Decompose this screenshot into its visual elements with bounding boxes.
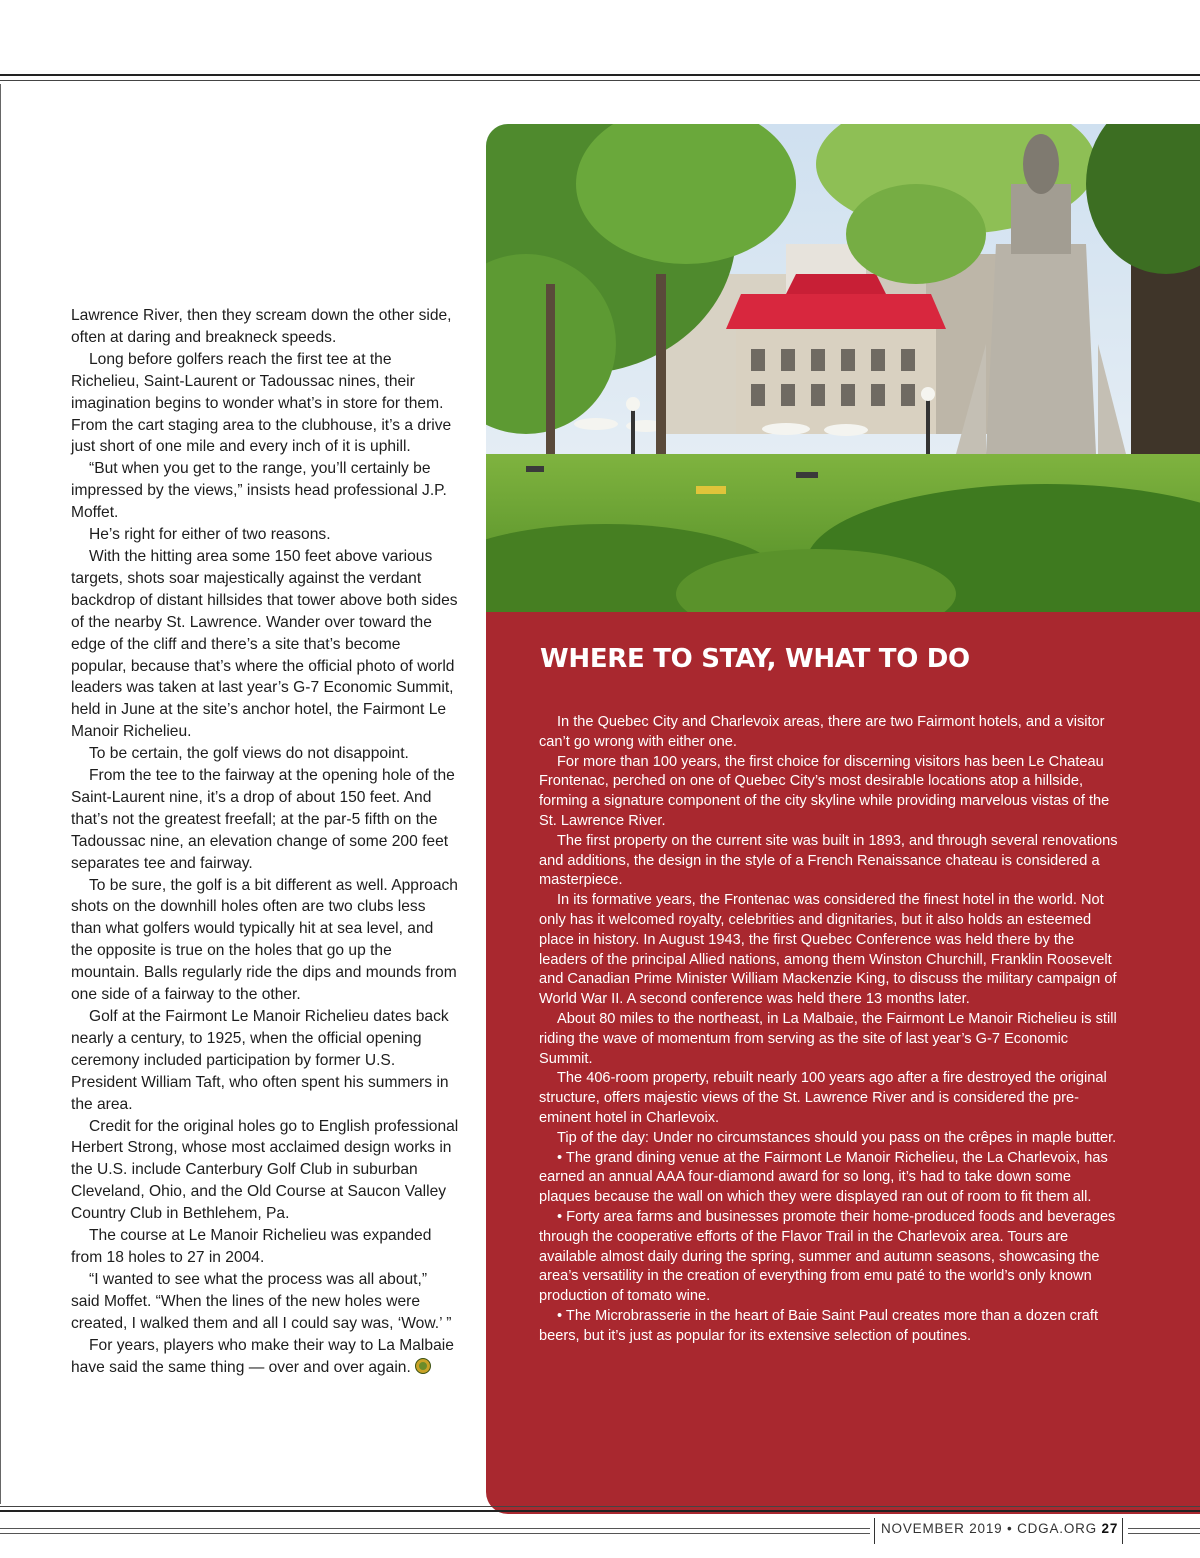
article-paragraph: To be sure, the golf is a bit different as well. Approach shots on the downhill holes often are two clubs less than what golfers would typically hit at sea level, and the opposite is true on the holes that go up the mountain. Balls regularly ride the dips and mounds from one side of a fairway to the other. bbox=[71, 876, 458, 1004]
sidebar-paragraph: The 406-room property, rebuilt nearly 100 years ago after a fire destroyed the original structure, offers majestic views of the St. Lawrence River and is considered the pre-eminent hotel in Charlevoix. bbox=[539, 1070, 1107, 1126]
footer-divider bbox=[874, 1518, 875, 1544]
article-paragraph: “But when you get to the range, you’ll certainly be impressed by the views,” insists head professional J.P. Moffet. bbox=[71, 460, 447, 522]
article-paragraph: He’s right for either of two reasons. bbox=[89, 526, 331, 544]
sidebar-paragraph: Tip of the day: Under no circumstances should you pass on the crêpes in maple butter. bbox=[557, 1129, 1117, 1146]
article-paragraph: The course at Le Manoir Richelieu was expanded from 18 holes to 27 in 2004. bbox=[71, 1227, 432, 1266]
sidebar-panel bbox=[486, 612, 1200, 1514]
top-rule-thin bbox=[0, 80, 1200, 81]
article-paragraph-last bbox=[71, 1335, 459, 1379]
sidebar-bullet: • The Microbrasserie in the heart of Baie Saint Paul creates more than a dozen craft beers, but it’s just as popular for its extensive selection of poutines. bbox=[539, 1307, 1099, 1344]
top-rule bbox=[0, 74, 1200, 76]
article-paragraph: Credit for the original holes go to English professional Herbert Strong, whose most acclaimed design works in the U.S. include Canterbury Golf Club in suburban Cleveland, Ohio, and the Old Course at Saucon Valley Country Club in Bethlehem, Pa. bbox=[71, 1117, 459, 1223]
footer-rule bbox=[1128, 1528, 1200, 1529]
page-number: 27 bbox=[1101, 1521, 1119, 1536]
sidebar-paragraph: In its formative years, the Frontenac was considered the finest hotel in the world. Not only has it welcomed royalty, celebrities and dignitaries, but it also holds an esteemed place in history. In August 1943, the first Quebec Conference was held there by the leaders of the principal Allied nations, among them Winston Churchill, Franklin Roosevelt and Canadian Prime Minister William Mackenzie King, to discuss the military campaign of World War II. A second conference was held there 13 months later. bbox=[539, 892, 1117, 1008]
left-edge-rule bbox=[0, 84, 1, 1504]
sidebar-paragraph: About 80 miles to the northeast, in La Malbaie, the Fairmont Le Manoir Richelieu is still riding the wave of momentum from serving as the site of last year’s G-7 Economic Summit. bbox=[539, 1010, 1117, 1067]
page-folio bbox=[881, 1521, 1121, 1536]
bottom-rule bbox=[0, 1510, 1200, 1512]
sidebar-title: WHERE TO STAY, WHAT TO DO bbox=[540, 644, 970, 674]
end-mark-icon bbox=[415, 1358, 431, 1374]
bottom-rule-thin bbox=[0, 1506, 1200, 1507]
article-column bbox=[71, 305, 459, 1378]
footer-divider bbox=[1122, 1518, 1123, 1544]
article-paragraph: To be certain, the golf views do not disappoint. bbox=[89, 745, 409, 763]
footer-rule bbox=[0, 1533, 870, 1534]
article-paragraph: Long before golfers reach the first tee at the Richelieu, Saint-Laurent or Tadoussac nines, their imagination begins to wonder what’s in store for them. From the cart staging area to the clubhouse, it’s a drive just short of one mile and every inch of it is uphill. bbox=[71, 350, 452, 456]
folio-issue: NOVEMBER 2019 • CDGA.ORG bbox=[881, 1521, 1097, 1536]
article-paragraph: Golf at the Fairmont Le Manoir Richelieu dates back nearly a century, to 1925, when the official opening ceremony included participation by former U.S. President William Taft, who often spent his summers in the area. bbox=[71, 1008, 449, 1113]
sidebar-paragraph: In the Quebec City and Charlevoix areas, there are two Fairmont hotels, and a visitor can’t go wrong with either one. bbox=[539, 714, 1105, 750]
footer-rule bbox=[1128, 1533, 1200, 1534]
sidebar-body bbox=[539, 713, 1121, 1347]
sidebar-bullet: • The grand dining venue at the Fairmont Le Manoir Richelieu, the La Charlevoix, has earned an annual AAA four-diamond award for so long, it’s had to take down some plaques because the wall on which they were displayed ran out of room to fit them all. bbox=[539, 1149, 1108, 1206]
photo-illustration bbox=[486, 124, 1200, 612]
article-paragraph-text: For years, players who make their way to La Malbaie have said the same thing — over and over again. bbox=[71, 1336, 454, 1376]
park-fountain-photo bbox=[486, 124, 1200, 612]
sidebar-bullet: • Forty area farms and businesses promote their home-produced foods and beverages through the cooperative efforts of the Flavor Trail in the Charlevoix area. Tours are available almost daily during the spring, summer and autumn seasons, showcasing the area’s versatility in the creation of everything from emu paté to the world’s only known production of tomato wine. bbox=[539, 1208, 1116, 1305]
article-paragraph: From the tee to the fairway at the opening hole of the Saint-Laurent nine, it’s a drop of about 150 feet. And that’s not the greatest freefall; at the par-5 fifth on the Tadoussac nine, an elevation change of some 200 feet separates tee and fairway. bbox=[71, 767, 455, 872]
footer-rule bbox=[0, 1528, 870, 1529]
sidebar-paragraph: The first property on the current site was built in 1893, and through several renovations and additions, the design in the style of a French Renaissance chateau is considered a masterpiece. bbox=[539, 832, 1118, 889]
article-paragraph: “I wanted to see what the process was all about,” said Moffet. “When the lines of the new holes were created, I walked them and all I could say was, ‘Wow.’ ” bbox=[71, 1270, 452, 1332]
article-paragraph: With the hitting area some 150 feet above various targets, shots soar majestically against the verdant backdrop of distant hillsides that tower above both sides of the nearby St. Lawrence. Wander over toward the edge of the cliff and there’s a site that’s become popular, because that’s where the official photo of world leaders was taken at last year’s G-7 Economic Summit, held in June at the site’s anchor hotel, the Fairmont Le Manoir Richelieu. bbox=[71, 547, 458, 741]
article-paragraph: Lawrence River, then they scream down the other side, often at daring and breakneck speeds. bbox=[71, 307, 452, 346]
sidebar-paragraph: For more than 100 years, the first choice for discerning visitors has been Le Chateau Frontenac, perched on one of Quebec City’s most desirable locations atop a hillside, forming a signature component of the city skyline while providing marvelous vistas of the St. Lawrence River. bbox=[539, 753, 1110, 829]
